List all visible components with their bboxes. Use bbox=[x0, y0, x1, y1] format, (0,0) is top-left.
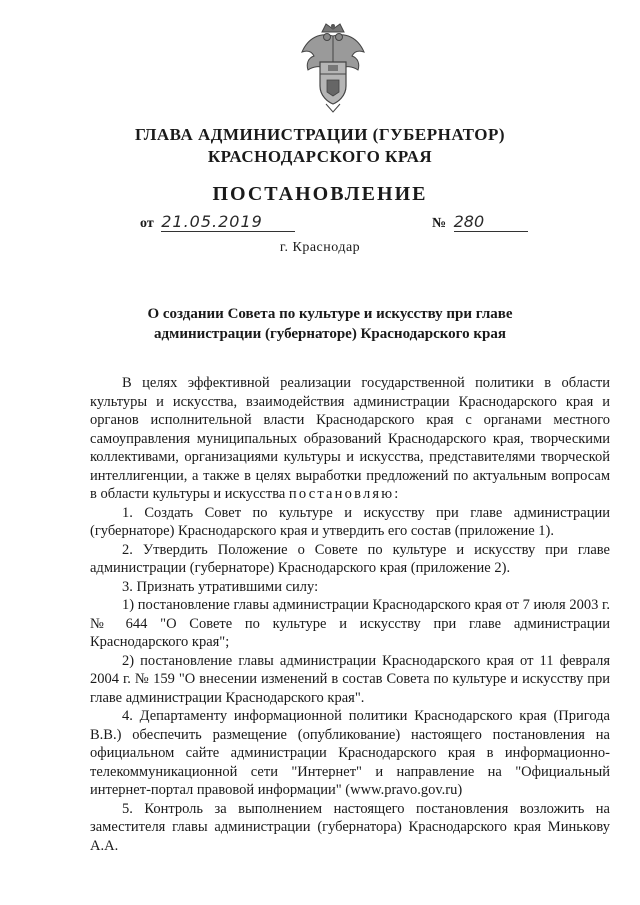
decree-word: постановляю: bbox=[288, 486, 401, 502]
authority-name-line1: ГЛАВА АДМИНИСТРАЦИИ (ГУБЕРНАТОР) bbox=[134, 125, 505, 144]
document-type: ПОСТАНОВЛЕНИЕ bbox=[212, 183, 428, 205]
title-line2: администрации (губернаторе) Краснодарского края bbox=[154, 326, 506, 342]
paragraph-3-2: 2) постановление главы администрации Краснодарского края от 11 февраля 2004 г. № 159 "О внесении изменений в состав Совета по культуре и искусству при главе администрации Краснодарского края". bbox=[90, 652, 610, 706]
authority-name-line2: КРАСНОДАРСКОГО КРАЯ bbox=[207, 147, 433, 166]
paragraph-4: 4. Департаменту информационной политики Краснодарского края (Пригода В.В.) обеспечить размещение (опубликование) настоящего постановления на официальном сайте администрации Краснодарского края в информационно-телекоммуникационной сети "Интернет" и направление на "Официальный интернет-портал правовой информации" (www.pravo.gov.ru) bbox=[90, 708, 610, 798]
preamble-text: В целях эффективной реализации государственной политики в области культуры и искусства, взаимодействия администрации Краснодарского края и органов исполнительной власти Краснодарского края с органами местного самоуправления муниципальных образований Краснодарского края, творческими коллективами, организациями культуры и искусства, представителями творческой интеллигенции, а также в целях выработки предложений по актуальным вопросам в области культуры и искусства bbox=[90, 375, 610, 502]
paragraph-5: 5. Контроль за выполнением настоящего постановления возложить на заместителя главы администрации (губернатора) Краснодарского края Минькову А.А. bbox=[90, 800, 610, 854]
date-value: 21.05.2019 bbox=[161, 212, 295, 232]
paragraph-2: 2. Утвердить Положение о Совете по культуре и искусству при главе администрации (губернаторе) Краснодарского края (приложение 2). bbox=[90, 541, 610, 576]
document-title bbox=[100, 304, 560, 344]
paragraph-1: 1. Создать Совет по культуре и искусству при главе администрации (губернаторе) Краснодарского края и утвердить его состав (приложение 1). bbox=[90, 504, 610, 539]
number-value: 280 bbox=[454, 212, 528, 232]
date-row bbox=[140, 212, 295, 232]
paragraph-3: 3. Признать утратившими силу: bbox=[122, 578, 319, 595]
document-body bbox=[90, 374, 610, 855]
paragraph-3-1: 1) постановление главы администрации Краснодарского края от 7 июля 2003 г. № 644 "О Совете по культуре и искусству при главе администрации Краснодарского края"; bbox=[90, 597, 610, 650]
title-line1: О создании Совета по культуре и искусству при главе bbox=[147, 306, 513, 322]
coat-of-arms-icon bbox=[298, 22, 368, 114]
number-row bbox=[432, 212, 528, 232]
city-label: г. Краснодар bbox=[279, 240, 361, 255]
preamble-paragraph bbox=[90, 374, 610, 504]
date-prefix: от bbox=[140, 216, 154, 231]
number-prefix: № bbox=[432, 216, 447, 231]
